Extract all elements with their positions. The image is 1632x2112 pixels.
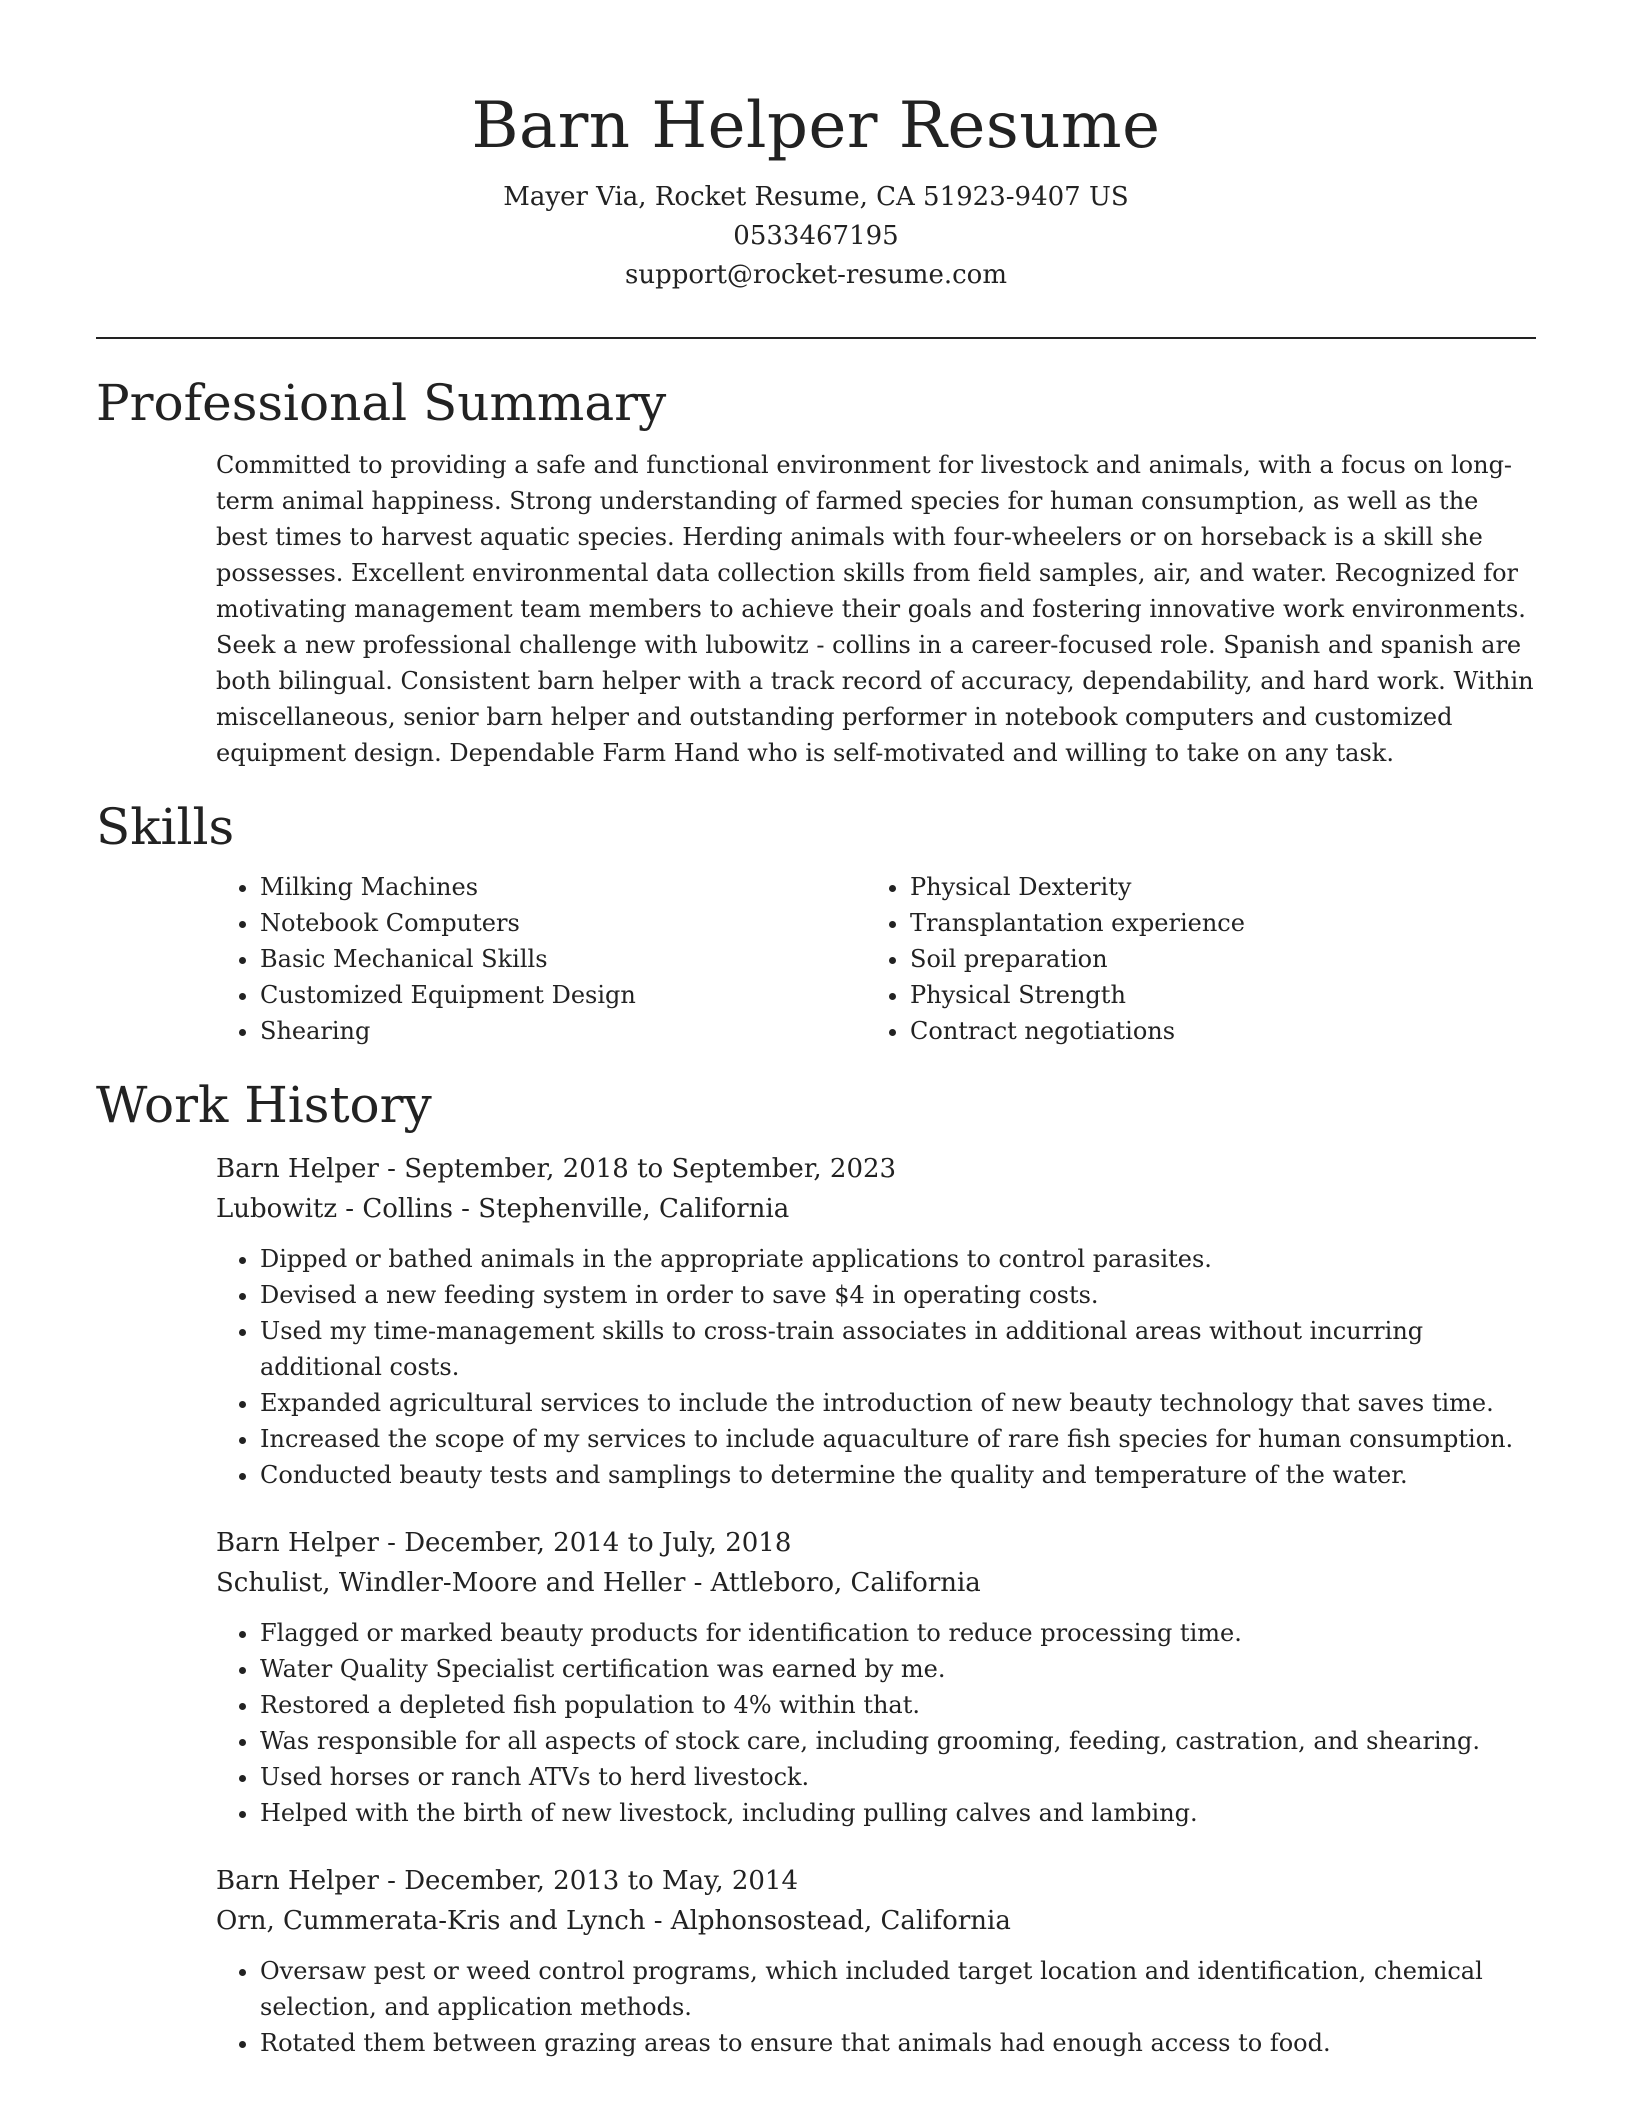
skill-item: • Shearing: [260, 1013, 866, 1049]
job-entry: [96, 1523, 1536, 1831]
header-divider: [96, 337, 1536, 339]
job-bullet: • Conducted beauty tests and samplings to determine the quality and temperature of the water.: [260, 1457, 1536, 1493]
contact-address: Mayer Via, Rocket Resume, CA 51923-9407 US: [503, 182, 1129, 212]
job-role-dates: Barn Helper - December, 2014 to July, 2018: [216, 1528, 792, 1558]
skill-item: • Soil preparation: [910, 941, 1516, 977]
job-entry: [96, 1861, 1536, 2061]
skills-heading: Skills: [96, 798, 235, 856]
job-bullets: [216, 1241, 1536, 1493]
job-bullet: • Used horses or ranch ATVs to herd livestock.: [260, 1759, 1536, 1795]
job-bullet: • Flagged or marked beauty products for identification to reduce processing time.: [260, 1615, 1536, 1651]
skill-item: • Customized Equipment Design: [260, 977, 866, 1013]
resume-header: [96, 0, 1536, 295]
job-bullet: • Rotated them between grazing areas to ensure that animals had enough access to food.: [260, 2025, 1536, 2061]
contact-email: support@rocket-resume.com: [624, 260, 1007, 290]
contact-phone: 0533467195: [733, 221, 899, 251]
job-bullet: • Used my time-management skills to cross-train associates in additional areas without incurring additional costs.: [260, 1313, 1536, 1385]
summary-heading: Professional Summary: [96, 374, 667, 432]
skill-item: • Contract negotiations: [910, 1013, 1516, 1049]
summary-text: Committed to providing a safe and functional environment for livestock and animals, with a focus on long-term animal happiness. Strong understanding of farmed species for human consumption, as well as the best times to harvest aquatic species. Herding animals with four-wheelers or on horseback is a skill she possesses. Excellent environmental data collection skills from field samples, air, and water. Recognized for motivating management team members to achieve their goals and fostering innovative work environments. Seek a new professional challenge with lubowitz - collins in a career-focused role. Spanish and spanish are both bilingual. Consistent barn helper with a track record of accuracy, dependability, and hard work. Within miscellaneous, senior barn helper and outstanding performer in notebook computers and customized equipment design. Dependable Farm Hand who is self-motivated and willing to take on any task.: [216, 451, 1534, 767]
job-bullet: • Dipped or bathed animals in the appropriate applications to control parasites.: [260, 1241, 1536, 1277]
resume-title: Barn Helper Resume: [471, 89, 1161, 163]
job-role-dates: Barn Helper - December, 2013 to May, 2014: [216, 1866, 799, 1896]
skill-item: • Physical Strength: [910, 977, 1516, 1013]
job-bullet: • Expanded agricultural services to include the introduction of new beauty technology that saves time.: [260, 1385, 1536, 1421]
job-bullet: • Was responsible for all aspects of stock care, including grooming, feeding, castration, and shearing.: [260, 1723, 1536, 1759]
job-bullet: • Oversaw pest or weed control programs, which included target location and identification, chemical selection, and application methods.: [260, 1953, 1536, 2025]
job-company-location: Schulist, Windler-Moore and Heller - Attleboro, California: [216, 1568, 981, 1598]
job-bullet: • Devised a new feeding system in order to save $4 in operating costs.: [260, 1277, 1536, 1313]
job-bullet: • Restored a depleted fish population to 4% within that.: [260, 1687, 1536, 1723]
job-role-dates: Barn Helper - September, 2018 to September, 2023: [216, 1154, 897, 1184]
skill-item: • Notebook Computers: [260, 905, 866, 941]
job-bullets: [216, 1953, 1536, 2061]
skills-list: [96, 869, 1536, 1049]
job-company-location: Orn, Cummerata-Kris and Lynch - Alphonsostead, California: [216, 1906, 1011, 1936]
job-entry: [96, 1149, 1536, 1493]
skill-item: • Physical Dexterity: [910, 869, 1516, 905]
job-company-location: Lubowitz - Collins - Stephenville, California: [216, 1194, 790, 1224]
contact-block: [96, 178, 1536, 295]
skills-column-right: [866, 869, 1516, 1049]
job-bullet: • Water Quality Specialist certification was earned by me.: [260, 1651, 1536, 1687]
skill-item: • Transplantation experience: [910, 905, 1516, 941]
skills-column-left: [216, 869, 866, 1049]
work-history-heading: Work History: [96, 1076, 432, 1134]
job-bullet: • Increased the scope of my services to include aquaculture of rare fish species for human consumption.: [260, 1421, 1536, 1457]
job-bullet: • Helped with the birth of new livestock, including pulling calves and lambing.: [260, 1795, 1536, 1831]
skill-item: • Milking Machines: [260, 869, 866, 905]
skill-item: • Basic Mechanical Skills: [260, 941, 866, 977]
job-bullets: [216, 1615, 1536, 1831]
